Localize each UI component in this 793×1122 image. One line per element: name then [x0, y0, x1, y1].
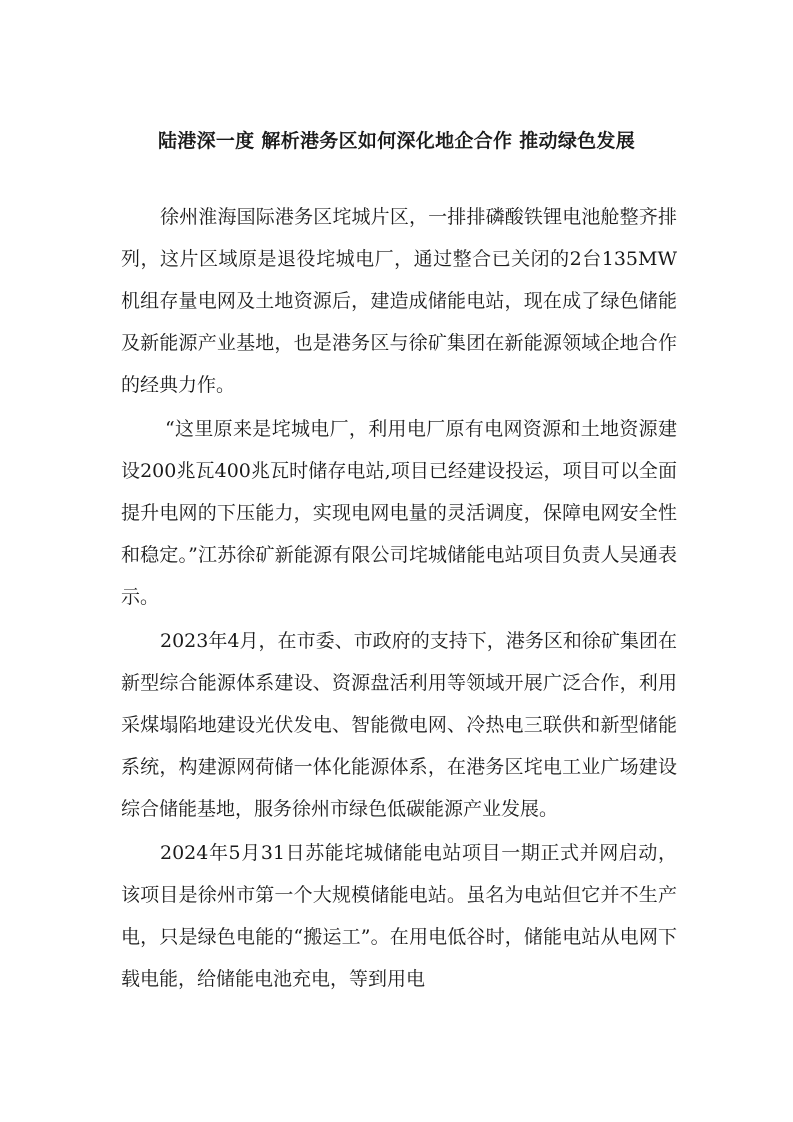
paragraph-2: “这里原来是垞城电厂，利用电厂原有电网资源和土地资源建设200兆瓦400兆瓦时储存电站,项目已经建设投运，项目可以全面提升电网的下压能力，实现电网电量的灵活调度，保障电网安全性和稳定。”江苏徐矿新能源有限公司垞城储能电站项目负责人吴通表示。	[121, 418, 677, 608]
paragraph-3: 2023年4月，在市委、市政府的支持下，港务区和徐矿集团在新型综合能源体系建设、资源盘活利用等领域开展广泛合作，利用采煤塌陷地建设光伏发电、智能微电网、冷热电三联供和新型储能系统，构建源网荷储一体化能源体系，在港务区垞电工业广场建设综合储能基地，服务徐州市绿色低碳能源产业发展。	[121, 630, 677, 820]
paragraph-4: 2024年5月31日苏能垞城储能电站项目一期正式并网启动，该项目是徐州市第一个大规模储能电站。虽名为电站但它并不生产电，只是绿色电能的“搬运工”。在用电低谷时，储能电站从电网下载电能，给储能电池充电，等到用电	[121, 842, 677, 990]
paragraph-1: 徐州淮海国际港务区垞城片区，一排排磷酸铁锂电池舱整齐排列，这片区域原是退役垞城电厂，通过整合已关闭的2台135MW机组存量电网及土地资源后，建造成储能电站，现在成了绿色储能及新能源产业基地，也是港务区与徐矿集团在新能源领域企地合作的经典力作。	[121, 206, 677, 396]
document-title: 陆港深一度 解析港务区如何深化地企合作 推动绿色发展	[157, 130, 636, 152]
document-body	[121, 196, 677, 1002]
